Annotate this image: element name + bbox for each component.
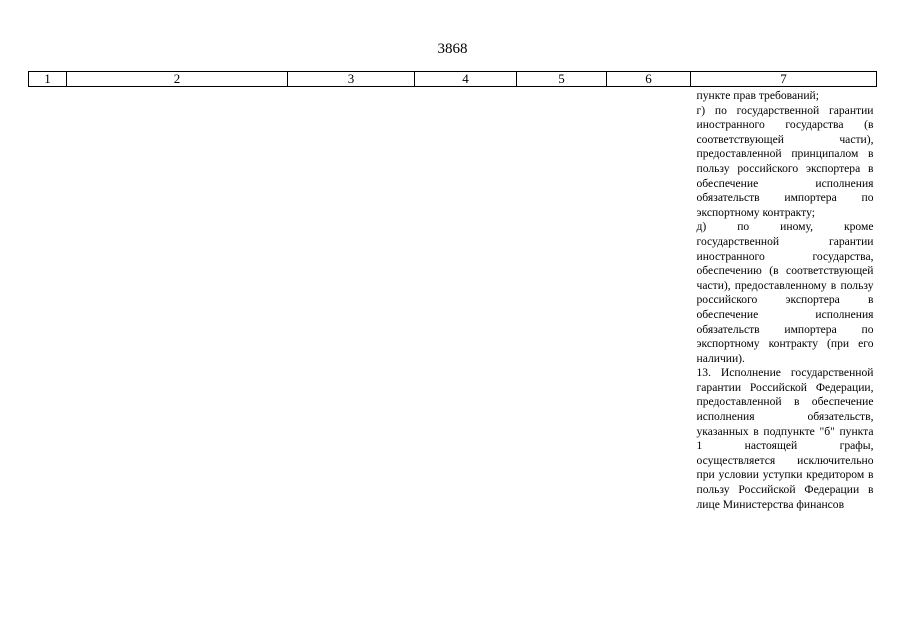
cell-col-7	[691, 87, 877, 513]
table-row	[29, 87, 877, 513]
paragraph-item-d: д) по иному, кроме государственной гарантии иностранного государства, обеспечению (в соответствующей части), предоставленному в пользу российского экспортера в обеспечение исполнения обязательств импортера по экспортному контракту (при его наличии).	[696, 220, 874, 365]
column-number-row	[29, 72, 877, 87]
cell-col-2	[67, 87, 288, 513]
column-number-4: 4	[415, 72, 517, 87]
cell-col-4	[415, 87, 517, 513]
cell-col-6	[607, 87, 691, 513]
cell-col-3	[288, 87, 415, 513]
cell-col-5	[517, 87, 607, 513]
paragraph-13: 13. Исполнение государственной гарантии Российской Федерации, предоставленной в обеспечение исполнения обязательств, указанных в подпункте "б" пункта 1 настоящей графы, осуществляется исключительно при условии уступки кредитором в пользу Российской Федерации в лице Министерства финансов	[696, 366, 874, 511]
paragraph-continuation: пункте прав требований;	[696, 89, 819, 102]
column-number-1: 1	[29, 72, 67, 87]
paragraph-item-g: г) по государственной гарантии иностранного государства (в соответствующей части), предоставленной принципалом в пользу российского экспортера в обеспечение исполнения обязательств импортера по экспортному контракту;	[696, 103, 874, 219]
column-number-5: 5	[517, 72, 607, 87]
document-table	[28, 71, 877, 512]
column-number-2: 2	[67, 72, 288, 87]
column-7-text	[691, 89, 877, 512]
page-number: 3868	[437, 41, 468, 57]
column-number-7: 7	[691, 72, 877, 87]
column-number-3: 3	[288, 72, 415, 87]
column-number-6: 6	[607, 72, 691, 87]
cell-col-1	[29, 87, 67, 513]
